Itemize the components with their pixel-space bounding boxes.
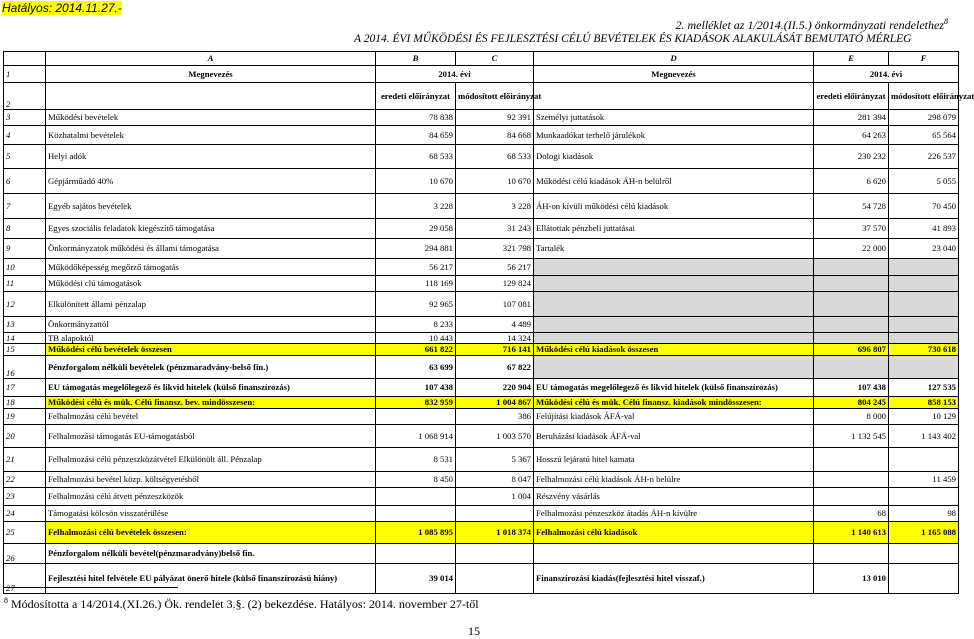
table-row-total: 25 Felhalmozási célú bevételek összesen: 1 085 895 1 018 374 Felhalmozási célú kiadások 1 140 613 1 165 088 (4, 522, 959, 544)
table-row: 9 Önkormányzatok működési és állami támogatása 294 881 321 798 Tartalék 22 000 23 040 (4, 239, 959, 259)
table-row: 8 Egyes szociális feladatok kiegészítő támogatása 29 058 31 243 Ellátottak pénzbeli juttatásai 37 570 41 893 (4, 219, 959, 239)
table-row: 19 Felhalmozási célú bevétel 386 Felújítási kiadások ÁFÁ-val 8 000 10 129 (4, 409, 959, 425)
header-row-2 (4, 83, 959, 110)
income-year-header: 2014. évi (376, 66, 534, 83)
table-row: 17 EU támogatás megelőlegező és likvid hitelek (külső finanszírozás) 107 438 220 904 EU támogatás megelőlegező és likvid hitelek (külső finanszírozás) 107 438 127 535 (4, 379, 959, 397)
annex-label: 2. melléklet az 1/2014.(II.5.) önkormányzati rendelethez$^8$ (675, 17, 948, 32)
table-row: 12 Elkülönített állami pénzalap 92 965 107 081 (4, 292, 959, 317)
footnote: $^8$ Módosította a 14/2014.(XI.26.) Ök. rendelet 3.§. (2) bekezdése. Hatályos: 2014. november 27-től (4, 596, 479, 611)
col-c: C (456, 52, 534, 66)
table-row: 3 Működési bevételek 78 838 92 391 Személyi juttatások 281 394 298 079 (4, 110, 959, 126)
table-row: 10 Működőképesség megőrző támogatás 56 217 56 217 (4, 259, 959, 276)
col-e: E (814, 52, 889, 66)
col-d: D (534, 52, 814, 66)
column-letter-row (4, 52, 959, 66)
table-row-total: 18 Működési célú és mük. Célú finansz. bev. mindösszesen: 832 959 1 004 867 Működési célú és mük. Célú finansz. kiadások mindösszesen: 804 245 858 153 (4, 397, 959, 409)
expense-header: Megnevezés (534, 66, 814, 83)
table-row: 22 Felhalmozási bevétel közp. költségvetésből 8 450 8 047 Felhalmozási célú kiadások ÁH-n belülre 11 459 (4, 472, 959, 488)
footnote-separator (4, 587, 178, 588)
expense-year-header: 2014. évi (814, 66, 959, 83)
income-header: Megnevezés (46, 66, 376, 83)
header-row-1 (4, 66, 959, 83)
modified-appropriation-header: módosított előirányzat (456, 83, 534, 110)
table-row: 20 Felhalmozási támogatás EU-támogatásból 1 068 914 1 003 570 Beruházási kiadások ÁFÁ-val 1 132 545 1 143 402 (4, 425, 959, 448)
table-row: 7 Egyéb sajátos bevételek 3 228 3 228 ÁH-on kívüli működési célú kiadások 54 728 70 450 (4, 194, 959, 219)
table-row: 4 Közhatalmi bevételek 84 659 84 668 Munkaadókat terhelő járulékok 64 263 65 564 (4, 126, 959, 145)
table-row: 14 TB alapoktól 10 443 14 324 (4, 333, 959, 344)
table-title: A 2014. ÉVI MŰKÖDÉSI ÉS FEJLESZTÉSI CÉLÚ BEVÉTELEK ÉS KIADÁSOK ALAKULÁSÁT BEMUTATÓ MÉRLEG (354, 33, 912, 45)
col-b: B (376, 52, 456, 66)
original-appropriation-header: eredeti előirányzat (376, 83, 456, 110)
modified-appropriation-header: módosított előirányzat (889, 83, 959, 110)
page-number: 15 (468, 624, 480, 638)
table-row-total: 15 Működési célú bevételek összesen 661 822 716 141 Működési célú kiadások összesen 696 807 730 618 (4, 344, 959, 356)
effective-date: Hatályos: 2014.11.27.- (2, 1, 122, 15)
row-number: 2 (4, 83, 46, 110)
table-row: 23 Felhalmozási célú átvett pénzeszközök 1 004 Részvény vásárlás (4, 488, 959, 506)
table-row: 27 Fejlesztési hitel felvétele EU pályázat önerő hitele (külső finanszírozású hiány) 39 014 Finanszírozási kiadás(fejlesztési hitel visszaf.) 13 010 (4, 564, 959, 594)
col-f: F (889, 52, 959, 66)
row-number: 1 (4, 66, 46, 83)
table-row: 5 Helyi adók 68 533 68 533 Dologi kiadások 230 232 226 537 (4, 145, 959, 169)
table-row: 11 Működési clú támogatások 118 169 129 824 (4, 276, 959, 292)
col-a: A (46, 52, 376, 66)
table-row: 13 Önkormányzattól 8 233 4 489 (4, 317, 959, 333)
balance-table (3, 51, 974, 594)
original-appropriation-header: eredeti előirányzat (814, 83, 889, 110)
table-row: 16 Pénzforgalom nélküli bevételek (pénzmaradvány-belső fin.) 63 699 67 822 (4, 356, 959, 379)
table-row: 24 Támogatási kölcsön visszatérülése Felhalmozási pénzeszköz átadás ÁH-n kívülre 68 98 (4, 506, 959, 522)
table-row: 26 Pénzforgalom nélküli bevétel(pénzmaradvány)belső fin. (4, 544, 959, 564)
table-row: 6 Gépjárműadó 40% 10 670 10 670 Működési célú kiadások ÁH-n belülről 6 620 5 055 (4, 169, 959, 194)
table-row: 21 Felhalmozási célú pénzeszközátvétel Elkülönült áll. Pénzalap 8 531 5 367 Hosszú lejáratú hitel kamata (4, 448, 959, 472)
